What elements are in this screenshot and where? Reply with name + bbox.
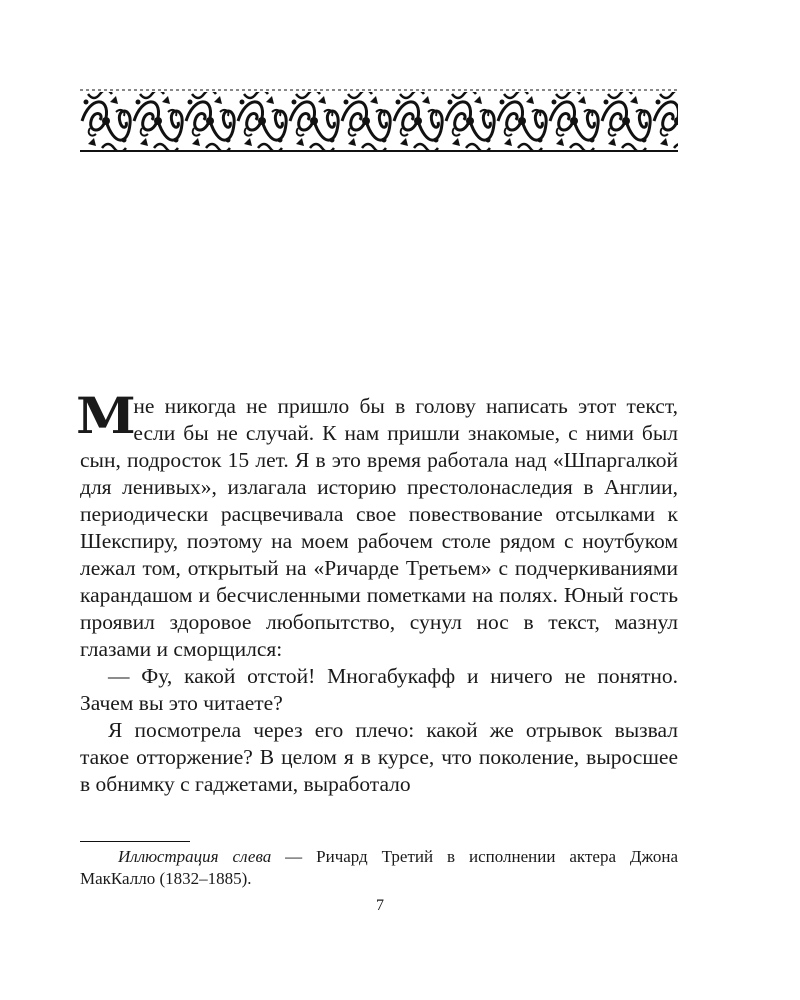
footnote-text: — Ричард Третий в исполнении актера Джона МакКалло (1832–1885). bbox=[80, 847, 678, 888]
paragraph-3: Я посмотрела через его плечо: какой же отрывок вызвал такое отторжение? В целом я в курсе, что поколение, выросшее в обнимку с гаджетами, выработало bbox=[80, 718, 678, 796]
floral-ornament-headpiece bbox=[80, 88, 678, 154]
footnote-label: Иллюстрация слева bbox=[118, 847, 272, 866]
footnote bbox=[80, 846, 678, 890]
main-text bbox=[75, 386, 678, 798]
drop-cap: М bbox=[75, 386, 132, 445]
page-number: 7 bbox=[376, 897, 384, 914]
paragraph-1 bbox=[75, 386, 678, 663]
footnote-divider bbox=[80, 841, 190, 842]
paragraph-2: — Фу, какой отстой! Многабукафф и ничего не понятно. Зачем вы это читаете? bbox=[80, 664, 678, 715]
paragraph-1-text: не никогда не пришло бы в голову написать этот текст, если бы не случай. К нам пришли знакомые, с ними был сын, подросток 15 лет. Я в это время работала над «Шпаргалкой для ленивых», излагала историю престолонаследия в Англии, периодически расцвечивала свое повествование отсылками к Шекспиру, поэтому на моем рабочем столе рядом с ноутбуком лежал том, открытый на «Ричарде Третьем» с подчеркиваниями карандашом и бесчисленными пометками на полях. Юный гость проявил здоровое любопытство, сунул нос в текст, мазнул глазами и сморщился: bbox=[80, 394, 678, 661]
